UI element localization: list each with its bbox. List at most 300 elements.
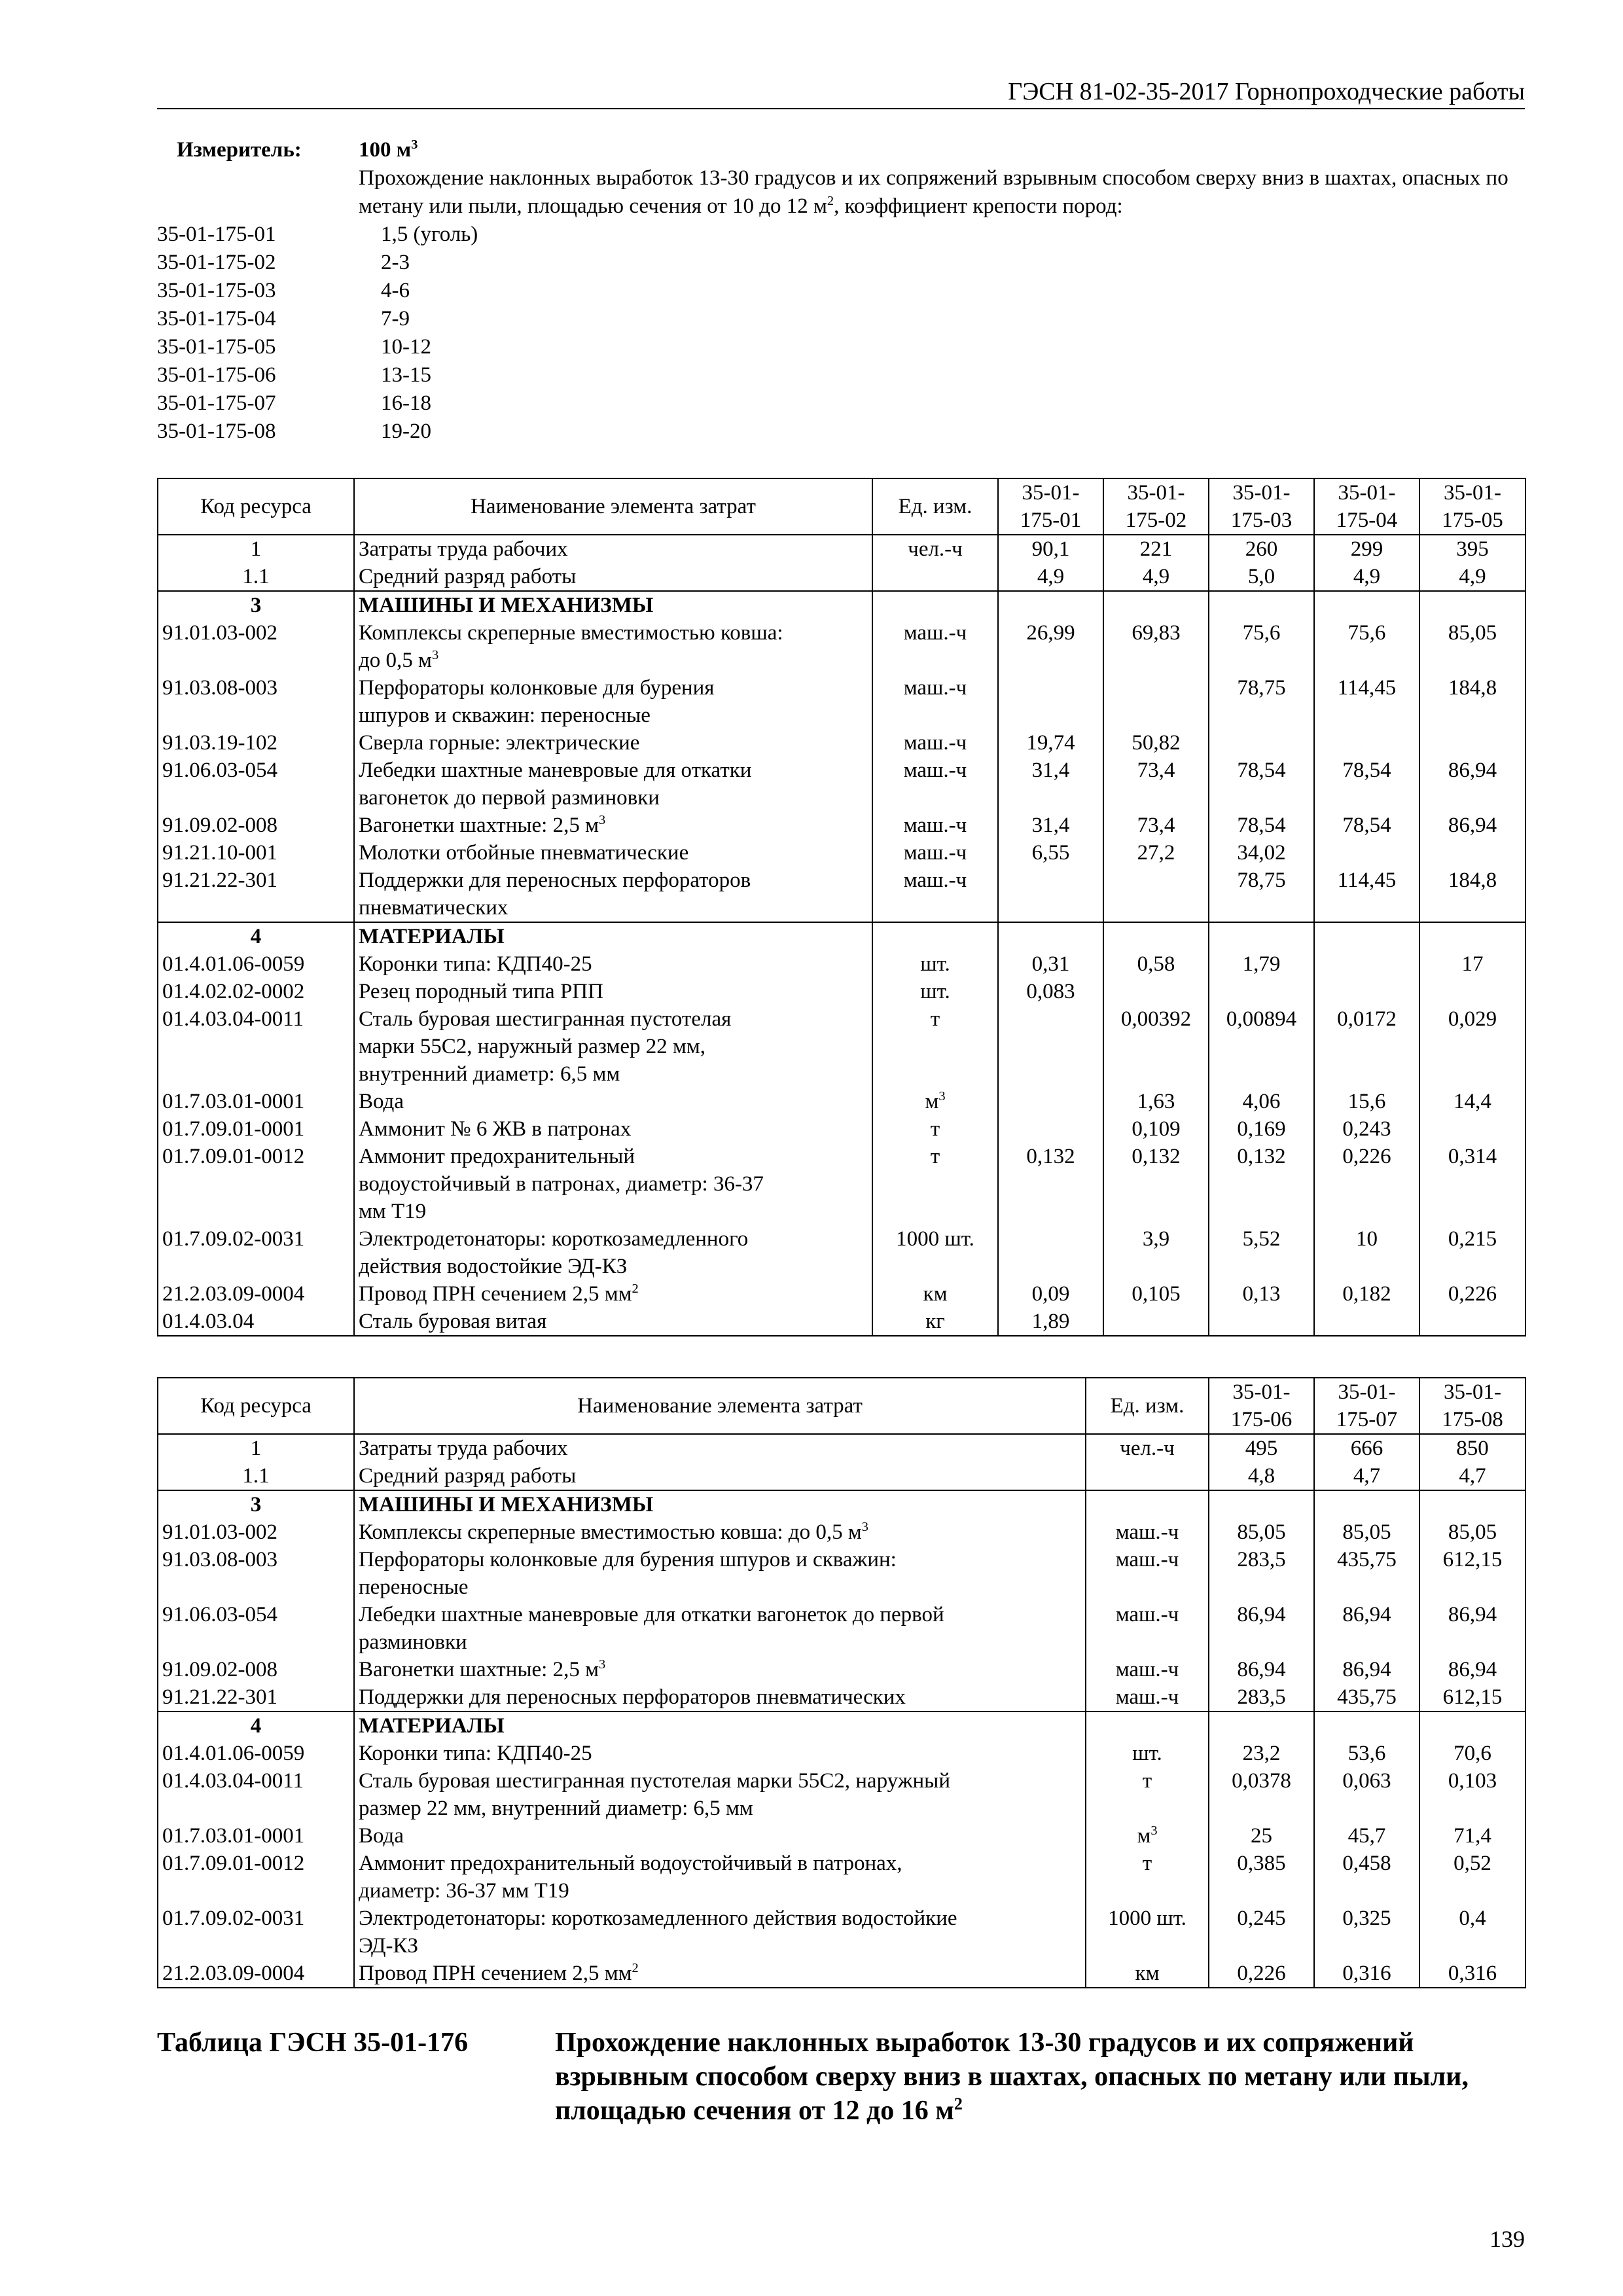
norm-value: 25 (1209, 1822, 1314, 1850)
table-row (158, 839, 1525, 867)
table-row (158, 1308, 1525, 1336)
meter-item-code: 35-01-175-04 (157, 307, 276, 331)
cost-element-name: Средний разряд работы (354, 563, 872, 591)
cost-element-name: МАТЕРИАЛЫ (354, 1712, 1086, 1740)
cost-element-name: Аммонит № 6 ЖВ в патронах (354, 1115, 872, 1143)
norm-value: 0,52 (1419, 1850, 1525, 1905)
norm-value: 86,94 (1209, 1656, 1314, 1683)
norm-value (1419, 729, 1525, 757)
unit: чел.-ч (872, 535, 998, 563)
resource-code: 91.03.08-003 (158, 674, 354, 729)
cost-element-name: Вагонетки шахтные: 2,5 $м^3$ (354, 1656, 1086, 1683)
norm-value: 283,5 (1209, 1546, 1314, 1601)
norm-value (1314, 1490, 1419, 1518)
unit: 1000 шт. (1086, 1905, 1209, 1960)
norm-value (1419, 1490, 1525, 1518)
norm-table-2 (157, 1377, 1526, 1988)
cost-element-name: Поддержки для переносных перфораторов пневматических (354, 867, 872, 922)
norm-value: 0,226 (1314, 1143, 1419, 1225)
meter-item (157, 305, 1525, 333)
header-norm-code: 35-01- 175-02 (1103, 478, 1209, 535)
meter-item-coefficient: 19-20 (381, 420, 431, 443)
cost-element-name: МАШИНЫ И МЕХАНИЗМЫ (354, 591, 872, 619)
norm-value: 75,6 (1209, 619, 1314, 674)
table-header-row (158, 478, 1525, 535)
meter-item-code: 35-01-175-08 (157, 420, 276, 443)
norm-value: 0,132 (1209, 1143, 1314, 1225)
norm-value: 435,75 (1314, 1546, 1419, 1601)
running-header: ГЭСН 81-02-35-2017 Горнопроходческие работы (1008, 78, 1525, 105)
norm-value (998, 1115, 1103, 1143)
header-norm-code: 35-01- 175-04 (1314, 478, 1419, 535)
table-row (158, 1518, 1525, 1546)
resource-code: 01.7.09.01-0012 (158, 1850, 354, 1905)
unit: км (1086, 1960, 1209, 1988)
meter-item-coefficient: 13-15 (381, 363, 431, 387)
norm-value: 31,4 (998, 812, 1103, 839)
norm-value (998, 922, 1103, 950)
norm-value: 6,55 (998, 839, 1103, 867)
meter-item (157, 249, 1525, 277)
norm-value: 0,169 (1209, 1115, 1314, 1143)
cost-element-name: Молотки отбойные пневматические (354, 839, 872, 867)
norm-value: 34,02 (1209, 839, 1314, 867)
header-unit: Ед. изм. (872, 478, 998, 535)
norm-value (1314, 1308, 1419, 1336)
norm-value: 0,226 (1209, 1960, 1314, 1988)
norm-value: 78,54 (1314, 812, 1419, 839)
meter-description: Прохождение наклонных выработок 13-30 градусов и их сопряжений взрывным способом сверху вниз в шахтах, опасных по метану или пыли, площадью сечения от 10 до 12 $м^2$, коэффициент крепости пород: (359, 166, 1508, 218)
caption-title: Прохождение наклонных выработок 13-30 градусов и их сопряжений взрывным способом сверху вниз в шахтах, опасных по метану или пыли, площадью сечения от 12 до 16 $м^2$ (555, 2028, 1469, 2126)
table-row (158, 1280, 1525, 1308)
cost-element-name: Сталь буровая витая (354, 1308, 872, 1336)
norm-value: 45,7 (1314, 1822, 1419, 1850)
norm-value: 435,75 (1314, 1683, 1419, 1712)
cost-element-name: Резец породный типа РПП (354, 978, 872, 1005)
table-row (158, 1143, 1525, 1225)
page-number: 139 (1489, 2226, 1525, 2252)
norm-value (1314, 839, 1419, 867)
norm-value: 4,7 (1419, 1462, 1525, 1490)
resource-code: 4 (158, 922, 354, 950)
unit: маш.-ч (872, 729, 998, 757)
norm-value: 86,94 (1419, 1656, 1525, 1683)
resource-code: 1.1 (158, 563, 354, 591)
norm-value: 612,15 (1419, 1683, 1525, 1712)
unit: т (1086, 1850, 1209, 1905)
cost-element-name: Аммонит предохранительный водоустойчивый в патронах, диаметр: 36-37 мм Т19 (354, 1850, 1086, 1905)
unit: шт. (872, 950, 998, 978)
norm-value: 19,74 (998, 729, 1103, 757)
norm-value (1103, 1308, 1209, 1336)
unit (1086, 1462, 1209, 1490)
norm-value (1209, 978, 1314, 1005)
table-row (158, 1960, 1525, 1988)
norm-value: 0,316 (1314, 1960, 1419, 1988)
unit: $м^3$ (872, 1088, 998, 1115)
cost-element-name: Сталь буровая шестигранная пустотелая марки 55С2, наружный размер 22 мм, внутренний диаметр: 6,5 мм (354, 1005, 872, 1088)
norm-value (1419, 839, 1525, 867)
table-row (158, 1850, 1525, 1905)
unit: чел.-ч (1086, 1434, 1209, 1462)
resource-code: 91.01.03-002 (158, 619, 354, 674)
norm-value: 1,79 (1209, 950, 1314, 978)
table-row (158, 563, 1525, 591)
unit: шт. (872, 978, 998, 1005)
norm-value: 4,9 (1103, 563, 1209, 591)
unit: маш.-ч (872, 839, 998, 867)
meter-item-coefficient: 2-3 (381, 251, 410, 274)
resource-code: 01.7.09.02-0031 (158, 1225, 354, 1280)
caption-number: Таблица ГЭСН 35-01-176 (157, 2028, 469, 2058)
unit: т (872, 1115, 998, 1143)
norm-value (1103, 591, 1209, 619)
norm-value: 78,75 (1209, 867, 1314, 922)
resource-code: 91.01.03-002 (158, 1518, 354, 1546)
norm-value: 0,083 (998, 978, 1103, 1005)
norm-value: 5,52 (1209, 1225, 1314, 1280)
resource-code: 91.03.19-102 (158, 729, 354, 757)
norm-value (998, 674, 1103, 729)
cost-element-name: Средний разряд работы (354, 1462, 1086, 1490)
norm-value: 260 (1209, 535, 1314, 563)
resource-code: 1 (158, 1434, 354, 1462)
norm-value: 221 (1103, 535, 1209, 563)
meter-item (157, 277, 1525, 305)
norm-value: 0,09 (998, 1280, 1103, 1308)
norm-value (1314, 978, 1419, 1005)
unit: км (872, 1280, 998, 1308)
cost-element-name: Аммонит предохранительный водоустойчивый в патронах, диаметр: 36-37 мм Т19 (354, 1143, 872, 1225)
resource-code: 91.06.03-054 (158, 757, 354, 812)
norm-value (1419, 922, 1525, 950)
norm-value: 1,89 (998, 1308, 1103, 1336)
table-row (158, 1656, 1525, 1683)
table-row (158, 950, 1525, 978)
table-row (158, 867, 1525, 922)
norm-value: 90,1 (998, 535, 1103, 563)
norm-value: 78,75 (1209, 674, 1314, 729)
meter-item-coefficient: 16-18 (381, 391, 431, 415)
resource-code: 01.4.03.04 (158, 1308, 354, 1336)
cost-element-name: Провод ПРН сечением 2,5 $мм^2$ (354, 1280, 872, 1308)
resource-code: 01.4.01.06-0059 (158, 950, 354, 978)
norm-value: 85,05 (1419, 619, 1525, 674)
meter-item-code: 35-01-175-02 (157, 251, 276, 274)
meter-item (157, 389, 1525, 418)
resource-code: 91.21.22-301 (158, 1683, 354, 1712)
meter-block (157, 136, 1525, 446)
header-rule (157, 108, 1525, 109)
cost-element-name: Вода (354, 1822, 1086, 1850)
cost-element-name: Коронки типа: КДП40-25 (354, 950, 872, 978)
norm-value: 4,06 (1209, 1088, 1314, 1115)
unit: маш.-ч (1086, 1601, 1209, 1656)
header-norm-code: 35-01- 175-03 (1209, 478, 1314, 535)
norm-value (1209, 1308, 1314, 1336)
norm-value (1419, 591, 1525, 619)
norm-value: 73,4 (1103, 812, 1209, 839)
norm-value: 299 (1314, 535, 1419, 563)
table-row (158, 978, 1525, 1005)
norm-value (1103, 674, 1209, 729)
norm-value: 14,4 (1419, 1088, 1525, 1115)
norm-value: 0,029 (1419, 1005, 1525, 1088)
resource-code: 3 (158, 1490, 354, 1518)
resource-code: 1 (158, 535, 354, 563)
resource-code: 91.09.02-008 (158, 812, 354, 839)
norm-value: 666 (1314, 1434, 1419, 1462)
header-resource-code: Код ресурса (158, 1378, 354, 1434)
norm-value: 0,0172 (1314, 1005, 1419, 1088)
resource-code: 01.4.03.04-0011 (158, 1005, 354, 1088)
header-norm-code: 35-01- 175-05 (1419, 478, 1525, 535)
table-row (158, 674, 1525, 729)
norm-value: 0,0378 (1209, 1767, 1314, 1822)
table-row (158, 922, 1525, 950)
norm-value: 73,4 (1103, 757, 1209, 812)
cost-element-name: Поддержки для переносных перфораторов пневматических (354, 1683, 1086, 1712)
unit: маш.-ч (872, 757, 998, 812)
header-unit: Ед. изм. (1086, 1378, 1209, 1434)
norm-value: 0,226 (1419, 1280, 1525, 1308)
norm-value: 17 (1419, 950, 1525, 978)
resource-code: 01.7.09.01-0012 (158, 1143, 354, 1225)
norm-value (1314, 591, 1419, 619)
unit (872, 591, 998, 619)
resource-code: 91.06.03-054 (158, 1601, 354, 1656)
norm-value: 0,215 (1419, 1225, 1525, 1280)
unit: $м^3$ (1086, 1822, 1209, 1850)
cost-element-name: Коронки типа: КДП40-25 (354, 1740, 1086, 1767)
meter-items (157, 221, 1525, 446)
norm-value: 23,2 (1209, 1740, 1314, 1767)
cost-element-name: МАШИНЫ И МЕХАНИЗМЫ (354, 1490, 1086, 1518)
norm-value: 0,063 (1314, 1767, 1419, 1822)
norm-value: 86,94 (1314, 1656, 1419, 1683)
cost-element-name: Лебедки шахтные маневровые для откатки вагонеток до первой разминовки (354, 757, 872, 812)
cost-element-name: Лебедки шахтные маневровые для откатки вагонеток до первой разминовки (354, 1601, 1086, 1656)
norm-value: 184,8 (1419, 867, 1525, 922)
norm-value (1209, 591, 1314, 619)
norm-value: 0,245 (1209, 1905, 1314, 1960)
unit: шт. (1086, 1740, 1209, 1767)
unit (1086, 1712, 1209, 1740)
header-cost-element: Наименование элемента затрат (354, 1378, 1086, 1434)
norm-value (1419, 1115, 1525, 1143)
cost-element-name: Электродетонаторы: короткозамедленного действия водостойкие ЭД-КЗ (354, 1225, 872, 1280)
norm-value: 0,132 (998, 1143, 1103, 1225)
norm-value: 4,7 (1314, 1462, 1419, 1490)
table-row (158, 812, 1525, 839)
norm-value (1209, 922, 1314, 950)
norm-value: 0,58 (1103, 950, 1209, 978)
resource-code: 91.21.10-001 (158, 839, 354, 867)
norm-value: 78,54 (1314, 757, 1419, 812)
unit: маш.-ч (1086, 1656, 1209, 1683)
norm-value: 86,94 (1209, 1601, 1314, 1656)
resource-code: 91.09.02-008 (158, 1656, 354, 1683)
norm-value: 0,182 (1314, 1280, 1419, 1308)
cost-element-name: Комплексы скреперные вместимостью ковша: до 0,5 $м^3$ (354, 619, 872, 674)
next-table-caption (157, 2026, 1525, 2128)
norm-value (998, 1088, 1103, 1115)
table-row (158, 1905, 1525, 1960)
norm-value (1314, 1712, 1419, 1740)
norm-value: 184,8 (1419, 674, 1525, 729)
norm-value: 27,2 (1103, 839, 1209, 867)
norm-value (1419, 1308, 1525, 1336)
norm-value: 283,5 (1209, 1683, 1314, 1712)
norm-value: 612,15 (1419, 1546, 1525, 1601)
header-norm-code: 35-01- 175-06 (1209, 1378, 1314, 1434)
resource-code: 01.4.03.04-0011 (158, 1767, 354, 1822)
meter-item-coefficient: 7-9 (381, 307, 410, 331)
table-row (158, 1005, 1525, 1088)
unit: т (872, 1143, 998, 1225)
unit: маш.-ч (1086, 1683, 1209, 1712)
norm-value: 71,4 (1419, 1822, 1525, 1850)
unit (872, 563, 998, 591)
norm-value: 1,63 (1103, 1088, 1209, 1115)
meter-item (157, 221, 1525, 249)
cost-element-name: Электродетонаторы: короткозамедленного действия водостойкие ЭД-КЗ (354, 1905, 1086, 1960)
meter-item-code: 35-01-175-05 (157, 335, 276, 359)
cost-element-name: Перфораторы колонковые для бурения шпуров и скважин: переносные (354, 1546, 1086, 1601)
table-header-row (158, 1378, 1525, 1434)
cost-element-name: Комплексы скреперные вместимостью ковша: до 0,5 $м^3$ (354, 1518, 1086, 1546)
unit: маш.-ч (872, 867, 998, 922)
cost-element-name: Сталь буровая шестигранная пустотелая марки 55С2, наружный размер 22 мм, внутренний диаметр: 6,5 мм (354, 1767, 1086, 1822)
norm-value: 0,4 (1419, 1905, 1525, 1960)
table-row (158, 1546, 1525, 1601)
norm-value: 0,385 (1209, 1850, 1314, 1905)
table-row (158, 1712, 1525, 1740)
table-row (158, 1822, 1525, 1850)
norm-value: 86,94 (1419, 1601, 1525, 1656)
norm-value (998, 1005, 1103, 1088)
table-row (158, 1434, 1525, 1462)
table-row (158, 1490, 1525, 1518)
header-norm-code: 35-01- 175-08 (1419, 1378, 1525, 1434)
resource-code: 1.1 (158, 1462, 354, 1490)
meter-item-coefficient: 10-12 (381, 335, 431, 359)
unit: маш.-ч (1086, 1546, 1209, 1601)
norm-value: 5,0 (1209, 563, 1314, 591)
cost-element-name: Затраты труда рабочих (354, 535, 872, 563)
resource-code: 01.7.09.01-0001 (158, 1115, 354, 1143)
header-norm-code: 35-01- 175-07 (1314, 1378, 1419, 1434)
norm-value: 114,45 (1314, 674, 1419, 729)
norm-value: 0,458 (1314, 1850, 1419, 1905)
norm-value: 0,325 (1314, 1905, 1419, 1960)
resource-code: 21.2.03.09-0004 (158, 1280, 354, 1308)
unit: т (872, 1005, 998, 1088)
resource-code: 4 (158, 1712, 354, 1740)
cost-element-name: МАТЕРИАЛЫ (354, 922, 872, 950)
norm-value: 114,45 (1314, 867, 1419, 922)
table-row (158, 1601, 1525, 1656)
unit (872, 922, 998, 950)
norm-value (1209, 1712, 1314, 1740)
norm-value (998, 867, 1103, 922)
resource-code: 91.21.22-301 (158, 867, 354, 922)
norm-value: 395 (1419, 535, 1525, 563)
norm-value: 70,6 (1419, 1740, 1525, 1767)
unit: кг (872, 1308, 998, 1336)
unit (1086, 1490, 1209, 1518)
table-row (158, 1740, 1525, 1767)
meter-item (157, 333, 1525, 361)
resource-code: 01.4.02.02-0002 (158, 978, 354, 1005)
norm-value: 0,105 (1103, 1280, 1209, 1308)
meter-item-code: 35-01-175-06 (157, 363, 276, 387)
norm-value (1314, 950, 1419, 978)
norm-value: 85,05 (1314, 1518, 1419, 1546)
meter-label: Измеритель: (177, 138, 302, 162)
norm-value: 15,6 (1314, 1088, 1419, 1115)
cost-element-name: Провод ПРН сечением 2,5 $мм^2$ (354, 1960, 1086, 1988)
meter-item-code: 35-01-175-07 (157, 391, 276, 415)
resource-code: 01.7.03.01-0001 (158, 1088, 354, 1115)
meter-value: 100 $м^3$ (359, 137, 418, 162)
resource-code: 3 (158, 591, 354, 619)
norm-value: 53,6 (1314, 1740, 1419, 1767)
norm-value: 0,31 (998, 950, 1103, 978)
norm-value: 0,00392 (1103, 1005, 1209, 1088)
table-row (158, 1225, 1525, 1280)
cost-element-name: Вода (354, 1088, 872, 1115)
resource-code: 01.4.01.06-0059 (158, 1740, 354, 1767)
norm-value: 3,9 (1103, 1225, 1209, 1280)
header-resource-code: Код ресурса (158, 478, 354, 535)
norm-value: 0,316 (1419, 1960, 1525, 1988)
norm-value: 0,103 (1419, 1767, 1525, 1822)
norm-value: 69,83 (1103, 619, 1209, 674)
norm-value (998, 591, 1103, 619)
table-row (158, 591, 1525, 619)
norm-value: 0,00894 (1209, 1005, 1314, 1088)
norm-value: 0,13 (1209, 1280, 1314, 1308)
norm-value: 0,243 (1314, 1115, 1419, 1143)
norm-value: 0,109 (1103, 1115, 1209, 1143)
table-row (158, 535, 1525, 563)
norm-value: 86,94 (1419, 757, 1525, 812)
norm-value: 4,9 (998, 563, 1103, 591)
resource-code: 01.7.09.02-0031 (158, 1905, 354, 1960)
resource-code: 91.03.08-003 (158, 1546, 354, 1601)
cost-element-name: Вагонетки шахтные: 2,5 $м^3$ (354, 812, 872, 839)
meter-item (157, 418, 1525, 446)
norm-value (1103, 922, 1209, 950)
norm-value (1103, 978, 1209, 1005)
norm-value: 86,94 (1314, 1601, 1419, 1656)
norm-value: 26,99 (998, 619, 1103, 674)
meter-item (157, 361, 1525, 389)
table-row (158, 1767, 1525, 1822)
table-row (158, 757, 1525, 812)
norm-value (1209, 729, 1314, 757)
meter-item-coefficient: 1,5 (уголь) (381, 223, 478, 246)
norm-value: 85,05 (1419, 1518, 1525, 1546)
table-row (158, 1462, 1525, 1490)
norm-value: 0,314 (1419, 1143, 1525, 1225)
table-row (158, 1088, 1525, 1115)
unit: 1000 шт. (872, 1225, 998, 1280)
norm-value: 78,54 (1209, 812, 1314, 839)
meter-item-coefficient: 4-6 (381, 279, 410, 302)
norm-value (1103, 867, 1209, 922)
